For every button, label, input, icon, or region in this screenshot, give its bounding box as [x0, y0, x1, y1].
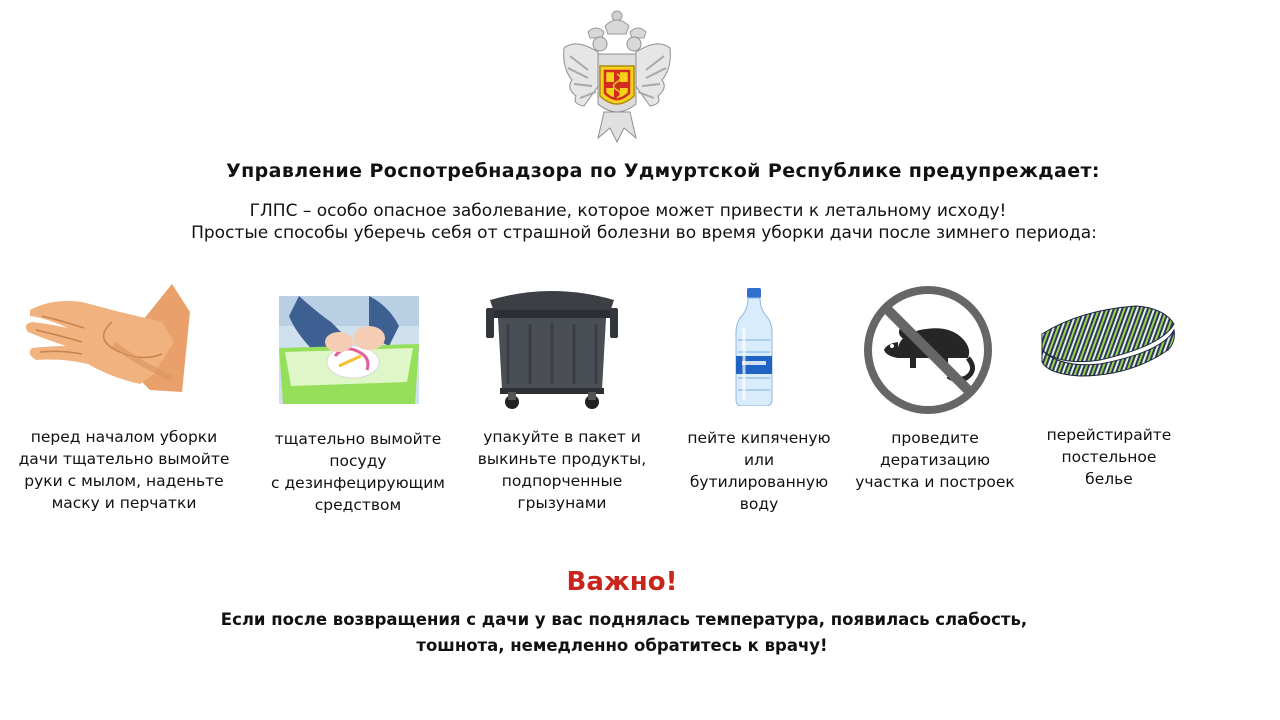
page-title-text: Управление Роспотребнадзора по Удмуртской Республике предупреждает: — [226, 160, 1100, 182]
tip-caption-line: тщательно вымойте — [274, 430, 442, 448]
intro-block — [0, 200, 1280, 244]
tip-caption-line: пейте кипяченую — [687, 429, 831, 447]
tip-caption-line: посуду — [329, 452, 387, 470]
tip-caption-line: постельное — [1061, 448, 1157, 466]
warning-line-2: тошнота, немедленно обратитесь к врачу! — [416, 636, 828, 655]
tip-caption-line: перед началом уборки — [30, 428, 218, 446]
tip-caption-line: перейстирайте — [1046, 426, 1172, 444]
tip-caption-line: проведите — [891, 429, 979, 447]
tip-caption-line: дачи тщательно вымойте — [18, 450, 230, 468]
tip-caption — [666, 427, 852, 515]
tip-caption-line: руки с мылом, наденьте — [24, 472, 224, 490]
tip-caption-line: выкиньте продукты, — [477, 450, 647, 468]
tip-caption-line: маску и перчатки — [51, 494, 197, 512]
important-heading-text: Важно! — [566, 567, 678, 597]
tip-caption-line: белье — [1085, 470, 1133, 488]
intro-line-2: Простые способы уберечь себя от страшной болезни во время уборки дачи после зимнего периода: — [191, 223, 1097, 243]
important-heading — [0, 567, 1280, 597]
tip-caption-line: воду — [739, 495, 779, 513]
tip-caption — [1028, 424, 1190, 490]
washing-dishes-icon — [279, 296, 419, 404]
folded-linen-icon — [1040, 304, 1176, 378]
tip-caption-line: грызунами — [517, 494, 607, 512]
tip-caption-line: с дезинфецирующим — [271, 474, 445, 492]
water-bottle-icon — [734, 288, 774, 406]
warning-line-1: Если после возвращения с дачи у вас поднялась температура, появилась слабость, — [220, 610, 1028, 629]
page-title — [0, 160, 1280, 182]
tip-caption-line: бутилированную — [689, 473, 829, 491]
intro-line-1: ГЛПС – особо опасное заболевание, которое может привести к летальному исходу! — [249, 201, 1007, 221]
tip-caption-line: дератизацию — [879, 451, 991, 469]
gloved-hands-icon — [22, 282, 190, 394]
tip-caption-line: средством — [314, 496, 402, 514]
tip-caption-line: участка и построек — [855, 473, 1015, 491]
tip-caption-line: или — [743, 451, 775, 469]
warning-text — [0, 607, 1280, 659]
tip-caption — [462, 426, 662, 514]
tip-caption — [844, 427, 1026, 493]
tip-caption-line: подпорченные — [501, 472, 623, 490]
tip-caption-line: упакуйте в пакет и — [483, 428, 641, 446]
tip-caption — [258, 428, 458, 516]
no-rats-sign-icon — [864, 286, 992, 414]
tip-caption — [14, 426, 234, 514]
eagle-emblem-icon — [558, 8, 676, 144]
trash-container-icon — [486, 284, 618, 412]
